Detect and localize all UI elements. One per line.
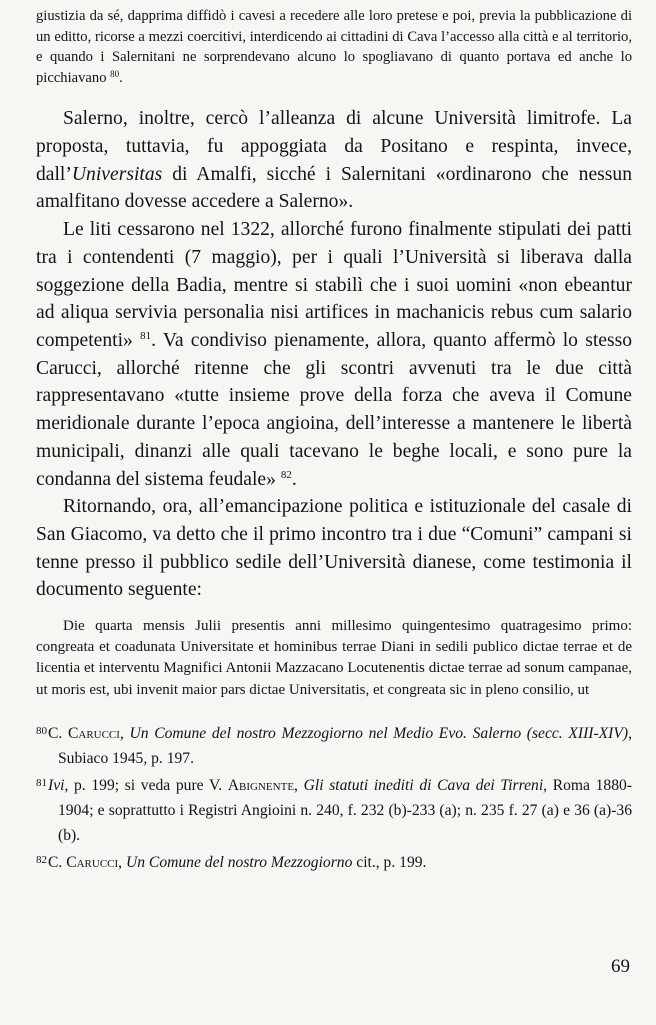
footnote-80 bbox=[36, 719, 632, 771]
italic-universitas: Universitas bbox=[71, 163, 163, 185]
paragraph-text: Ritornando, ora, all’emancipazione politica e istituzionale del casale di San Giacomo, va detto che il primo incontro tra i due “Comuni” campani si tenne presso il pubblico sedile dell’Università dianese, come testimonia il documento seguente: bbox=[36, 496, 632, 601]
citation-rest: , Subiaco 1945, p. 197. bbox=[58, 724, 633, 767]
work-title: Gli statuti inediti di Cava dei Tirreni bbox=[303, 776, 544, 794]
paragraph-text: . Va condiviso pienamente, allora, quanto affermò lo stesso Carucci, allorché ritenne che gli scontri avvenuti tra le due città rappresentavano «tutte insieme prove della forza che aveva il Comune meridionale durante l’epoca angioina, dell’interesse a mantenere le libertà municipali, dinanzi alle quali tacevano le beghe locali, e sono pure la condanna del sistema feudale» bbox=[36, 330, 633, 490]
author-name: Abignente bbox=[227, 776, 295, 794]
author-initial: C. bbox=[48, 724, 68, 742]
page-content bbox=[36, 6, 632, 875]
paragraph-text: Salerno, inoltre, cercò l’alleanza di alcune Università limitrofe. La proposta, tuttavia, fu appoggiata da Positano e respinta, invece, dall’ bbox=[36, 108, 632, 185]
separator: , bbox=[119, 724, 130, 742]
footnote-number: 82 bbox=[36, 853, 47, 866]
author-name: Carucci bbox=[67, 724, 120, 742]
paragraph-liti-cessarono bbox=[36, 216, 632, 493]
footnote-81 bbox=[36, 771, 632, 848]
separator: , bbox=[294, 776, 304, 794]
paragraph-text: Le liti cessarono nel 1322, allorché furono finalmente stipulati dei patti tra i contendenti (7 maggio), per i quali l’Università si liberava dalla soggezione della Badia, mentre si stabilì che i suoi uomini «non ebeantur ad aliqua servivia personalia nisi artifices in machanicis rebus cum salario competenti» bbox=[36, 219, 632, 351]
paragraph-text: . bbox=[291, 468, 297, 490]
author-initial: C. bbox=[48, 853, 67, 871]
citation-pre: , p. 199; si veda pure V. bbox=[64, 776, 228, 794]
page-number: 69 bbox=[611, 956, 630, 977]
separator: , bbox=[118, 853, 126, 871]
footnotes bbox=[36, 719, 632, 875]
paragraph-salerno-alliance bbox=[36, 105, 632, 216]
paragraph-ritornando bbox=[36, 493, 632, 604]
footnote-ref-82: 82 bbox=[280, 468, 292, 481]
citation-rest: , Roma 1880-1904; e soprattutto i Registri Angioini n. 240, f. 232 (b)-233 (a); n. 235 f. 27 (a) e 36 (a)-36 (b). bbox=[58, 776, 632, 844]
work-title: Un Comune del nostro Mezzogiorno nel Medio Evo. Salerno (secc. XIII-XIV) bbox=[129, 724, 629, 742]
author-name: Carucci bbox=[66, 853, 119, 871]
footnote-number: 80 bbox=[36, 724, 47, 737]
top-quotation: giustizia da sé, dapprima diffidò i cavesi a recedere alle loro pretese e poi, previa la pubblicazione di un editto, ricorse a mezzi coercitivi, interdicendo ai cittadini di Cava l’accesso alla città e al territorio, e quando i Salernitani ne sorprendevano alcuno lo spogliavano di quanto portava ed anche lo picchiavano $^{80}$. bbox=[36, 8, 632, 86]
top-quotation-text: giustizia da sé, dapprima diffidò i cavesi a recedere alle loro pretese e poi, previa la pubblicazione di un editto, ricorse a mezzi coercitivi, interdicendo ai cittadini di Cava l’accesso alla città e al territorio, e quando i Salernitani ne sorprendevano alcuno lo spogliavano di quanto portava ed anche lo picchiavano bbox=[36, 8, 632, 86]
paragraph-text: di Amalfi, sicché i Salernitani «ordinarono che nessun amalfitano dovesse accedere a Salerno». bbox=[36, 163, 632, 213]
footnote-82 bbox=[36, 848, 632, 875]
footnote-ref-81: 81 bbox=[140, 330, 152, 342]
footnote-ref-80: 80 bbox=[110, 68, 120, 79]
ivi: Ivi bbox=[48, 776, 65, 794]
latin-document-quote bbox=[36, 616, 632, 701]
work-title: Un Comune del nostro Mezzogiorno bbox=[125, 853, 353, 871]
footnote-number: 81 bbox=[36, 776, 47, 789]
latin-quote-text: Die quarta mensis Julii presentis anni millesimo quingentesimo quatragesimo primo: congreata et coadunata Universitate et hominibus terrae Diani in sedili publico dictae terrae et de licentia et interventu Magnifici Antonii Mazzacano Locutenentis dictae terrae ad sonum campanae, ut moris est, ubi invenit maior pars dictae Universitatis, et congreata sic in pleno consilio, ut bbox=[36, 618, 632, 698]
citation-rest: cit., p. 199. bbox=[352, 853, 427, 871]
